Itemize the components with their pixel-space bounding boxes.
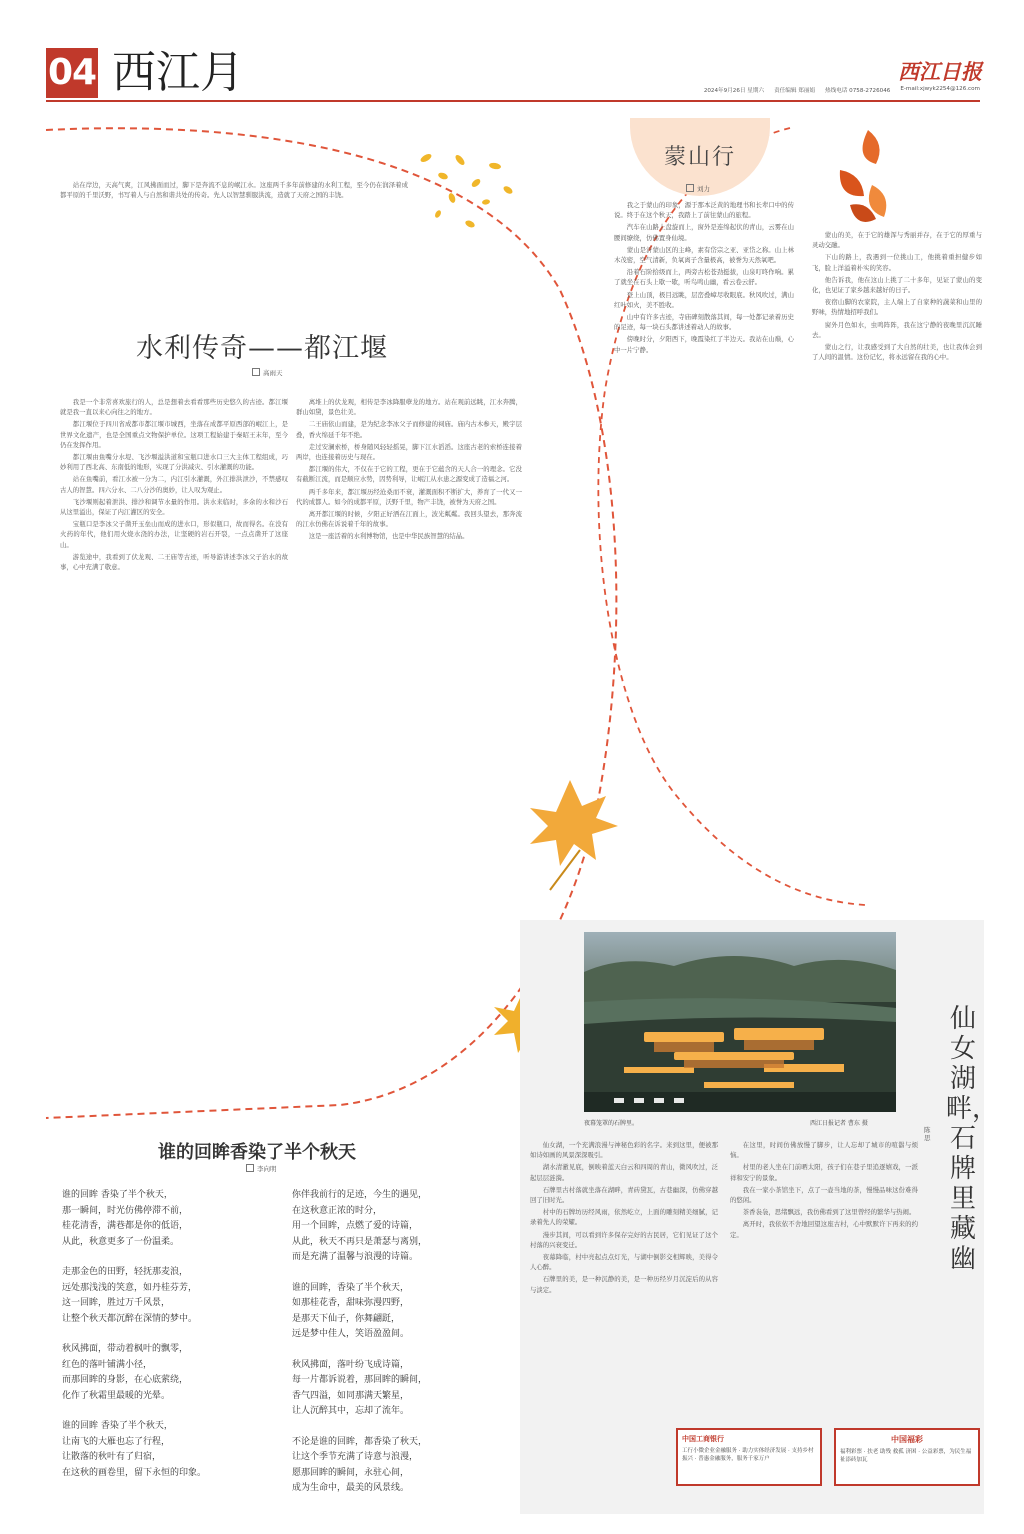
poem-line: 让人沉醉其中，忘却了流年。 bbox=[292, 1406, 410, 1416]
poem-line: 让这个季节充满了诗意与浪漫， bbox=[292, 1452, 419, 1462]
mengshan-body-col1 bbox=[614, 200, 794, 357]
poem-line: 不论是谁的回眸，都香染了秋天， bbox=[292, 1436, 428, 1447]
poem-line: 秋风拂面，带动着枫叶的飘零， bbox=[62, 1344, 189, 1354]
poem-line: 每一片都诉说着，那回眸的瞬间， bbox=[292, 1375, 428, 1385]
poem-line: 从此，秋意更多了一份温柔。 bbox=[62, 1236, 180, 1247]
ad-lottery[interactable] bbox=[834, 1428, 980, 1486]
paragraph: 湖水清澈见底，倒映着蓝天白云和四周的青山，微风吹过，泛起层层涟漪。 bbox=[530, 1163, 718, 1182]
fairy-body-col1 bbox=[530, 1140, 718, 1297]
ad-lottery-text: 福利彩票 · 扶老 助残 救孤 济困 · 公益彩票，为民生福祉添砖加瓦 bbox=[840, 1449, 972, 1463]
paragraph: 窗外月色如水，虫鸣阵阵，我在这宁静的夜晚里沉沉睡去。 bbox=[812, 320, 982, 339]
poem-line bbox=[62, 1404, 286, 1419]
poem-line: 而是充满了温馨与浪漫的诗篇。 bbox=[292, 1252, 419, 1262]
poem-line: 秋风拂面，落叶纷飞成诗篇， bbox=[292, 1359, 410, 1370]
poem-line: 让散落的秋叶有了归宿， bbox=[62, 1452, 162, 1462]
fairy-photo-caption-left: 夜幕笼罩的石牌里。 bbox=[584, 1120, 639, 1127]
fairy-photo bbox=[584, 932, 896, 1112]
ad-icbc-title: 中国工商银行 bbox=[682, 1435, 724, 1443]
poem-line bbox=[292, 1266, 518, 1281]
meta-editor: 责任编辑 郑丽娟 bbox=[774, 88, 816, 94]
paragraph: 登上山顶，极目远眺，层峦叠嶂尽收眼底。秋风吹过，满山红叶如火，美不胜收。 bbox=[614, 290, 794, 309]
paragraph: 汽车在山路上盘旋而上，窗外是连绵起伏的青山，云雾在山腰间缭绕，仿佛置身仙境。 bbox=[614, 223, 794, 242]
poem-byline: 李向明 bbox=[246, 1164, 277, 1173]
paragraph: 离开都江堰的时候，夕阳正好洒在江面上，波光粼粼。我回头望去，那奔流的江水仿佛在诉说着千年的故事。 bbox=[296, 510, 522, 529]
paragraph: 他告诉我，他在这山上挑了二十多年，见证了蒙山的变化，也见证了家乡越来越好的日子。 bbox=[812, 275, 982, 295]
mengshan-headline: 蒙山行 bbox=[663, 145, 736, 170]
paragraph: 离堆上的伏龙观，相传是李冰降服孽龙的地方。站在观前远眺，江水奔腾，群山如黛，景色壮美。 bbox=[296, 398, 522, 417]
poem-line: 你伴我前行的足迹，今生的遇见， bbox=[292, 1190, 428, 1200]
poem-line: 那一瞬间，时光仿佛停滞不前， bbox=[62, 1205, 189, 1216]
paragraph: 都江堰位于四川省成都市都江堰市城西，坐落在成都平原西部的岷江上，是世界文化遗产，也是全国重点文物保护单位。这项工程始建于秦昭王末年，至今仍在发挥作用。 bbox=[60, 420, 288, 449]
paragraph: 山中有许多古迹，寺庙碑刻散落其间，每一处都记录着历史的足迹，每一块石头都讲述着动人的故事。 bbox=[614, 313, 794, 332]
dujiang-body-col1 bbox=[60, 397, 288, 574]
dujiang-body-col2 bbox=[296, 397, 522, 544]
fairy-title-line1: 仙女湖畔， bbox=[946, 1004, 999, 1124]
fairy-byline: 陈思 bbox=[924, 1126, 931, 1142]
page-number-badge: 04 bbox=[46, 48, 98, 98]
paragraph: 沿着石阶拾级而上，两旁古松苍劲挺拔，山泉叮咚作响。累了就坐在石头上歇一歇，听鸟鸣山幽，看云卷云舒。 bbox=[614, 268, 794, 287]
poem-line: 桂花清香，满巷都是你的低语， bbox=[62, 1221, 189, 1231]
poem-headline: 谁的回眸香染了半个秋天 bbox=[158, 1142, 356, 1163]
paragraph: 飞沙堰则起着泄洪、排沙和调节水量的作用。洪水来临时，多余的水和沙石从这里溢出，保证了内江灌区的安全。 bbox=[60, 497, 288, 517]
paragraph: 我是一个非常喜欢旅行的人，总是想着去看看那些历史悠久的古迹。都江堰就是我一直以来心向往之的地方。 bbox=[60, 398, 288, 417]
poem-line: 远处那浅浅的笑意，如丹桂芬芳， bbox=[62, 1282, 198, 1293]
paragraph: 夜幕降临，村中亮起点点灯光，与湖中倒影交相辉映，美得令人心醉。 bbox=[530, 1253, 718, 1272]
paragraph: 游览途中，我看到了伏龙观、二王庙等古迹，听导游讲述李冰父子治水的故事，心中充满了敬意。 bbox=[60, 552, 288, 572]
poem-line: 用一个回眸，点燃了爱的诗篇， bbox=[292, 1221, 419, 1231]
poem-line bbox=[292, 1420, 518, 1435]
fairy-title-line2: 石牌里藏幽 bbox=[949, 1124, 976, 1274]
poem-line bbox=[62, 1327, 286, 1342]
poem-line: 是那天下仙子，你舞翩跹， bbox=[292, 1313, 401, 1324]
paragraph: 蒙山是沂蒙山区的主峰，素有岱宗之亚、亚岱之称。山上林木茂密，空气清新，负氧离子含量极高，被誉为天然氧吧。 bbox=[614, 245, 794, 265]
paragraph: 走过安澜索桥，桥身随风轻轻摇晃，脚下江水滔滔。这座古老的索桥连接着两岸，也连接着历史与现在。 bbox=[296, 442, 522, 462]
ad-lottery-title: 中国福彩 bbox=[891, 1435, 923, 1444]
paragraph: 在这里，时间仿佛放慢了脚步，让人忘却了城市的喧嚣与烦恼。 bbox=[730, 1141, 918, 1160]
paragraph: 这是一座活着的水利博物馆，也是中华民族智慧的结晶。 bbox=[308, 532, 469, 541]
dujiang-byline: 高雨天 bbox=[252, 368, 283, 377]
poem-line: 走那金色的田野，轻抚那麦浪， bbox=[62, 1267, 189, 1277]
paragraph: 站在鱼嘴前，看江水被一分为二，内江引水灌溉，外江排洪泄沙，不禁感叹古人的智慧。四六分水、二八分沙的奥妙，让人叹为观止。 bbox=[60, 475, 288, 494]
poem-line: 谁的回眸，香染了半个秋天， bbox=[292, 1282, 410, 1293]
paragraph: 宝瓶口是李冰父子凿开玉垒山而成的进水口，形似瓶口，故而得名。在没有火药的年代，他们用火烧水浇的办法，让坚硬的岩石开裂，一点点凿开了这座山。 bbox=[60, 520, 288, 549]
paragraph: 两千多年来，都江堰历经沧桑而不衰，灌溉面积不断扩大，养育了一代又一代的成都人。如今的成都平原，沃野千里，物产丰饶，被誉为天府之国。 bbox=[296, 487, 522, 506]
ad-icbc-text: 工行小微企业金融服务 · 助力实体经济发展 · 支持乡村振兴 · 普惠金融服务，服务千家万户 bbox=[682, 1448, 814, 1462]
masthead-logo: 西江日报 bbox=[898, 59, 982, 84]
paragraph: 离开时，我依依不舍地回望这座古村，心中默默许下再来的约定。 bbox=[730, 1220, 918, 1239]
leaf-cluster-top bbox=[419, 152, 514, 228]
paragraph: 夜宿山脚的农家院，主人端上了自家种的蔬菜和山里的野味，热情地招呼我们。 bbox=[812, 298, 982, 317]
paragraph: 石牌里的美，是一种沉静的美，是一种历经岁月沉淀后的从容与淡定。 bbox=[530, 1275, 718, 1294]
poem-line: 红色的落叶铺满小径， bbox=[62, 1359, 153, 1370]
paragraph: 村里的老人坐在门前晒太阳，孩子们在巷子里追逐嬉戏，一派祥和安宁的景象。 bbox=[730, 1163, 918, 1182]
poem-line: 从此，秋天不再只是萧瑟与离别， bbox=[292, 1236, 428, 1247]
paragraph: 漫步其间，可以看到许多保存完好的古民居，它们见证了这个村落的兴衰变迁。 bbox=[530, 1230, 718, 1249]
dujiang-intro: 站在岸边，天高气爽，江风拂面而过，脚下是奔流不息的岷江水。这座两千多年前修建的水利工程，至今仍在润泽着成都平原的千里沃野，书写着人与自然和谐共处的传奇。先人以智慧驯服洪流，造就了天府之国的丰饶。 bbox=[60, 181, 408, 200]
fairy-body-col2 bbox=[730, 1140, 918, 1242]
poem-line: 谁的回眸 香染了半个秋天， bbox=[62, 1421, 173, 1431]
meta-date: 2024年9月26日 星期六 bbox=[703, 88, 765, 94]
paragraph: 我在一家小茶馆坐下，点了一壶当地的茶，慢慢品味这份难得的悠闲。 bbox=[730, 1185, 918, 1205]
ad-icbc[interactable] bbox=[676, 1428, 822, 1486]
poem-line: 化作了秋霜里最暖的光晕。 bbox=[62, 1390, 171, 1401]
paragraph: 仙女湖，一个充满浪漫与神秘色彩的名字。来到这里，便被那如诗如画的风景深深吸引。 bbox=[530, 1141, 718, 1160]
autumn-leaves-right bbox=[840, 130, 886, 222]
paragraph: 村中的石牌坊历经风雨，依然屹立，上面的雕刻精美细腻，记录着先人的荣耀。 bbox=[530, 1208, 718, 1227]
fairy-headline-vertical bbox=[946, 1004, 999, 1274]
fairy-photo-caption-right: 西江日报记者 曹东 摄 bbox=[810, 1120, 868, 1127]
poem-line: 成为生命中，最美的风景线。 bbox=[292, 1483, 410, 1493]
meta-phone: 热线电话 0758-2726046 bbox=[825, 88, 891, 94]
poem-line: 香气四溢，如同那满天繁星， bbox=[292, 1390, 410, 1401]
poem-line bbox=[62, 1250, 286, 1265]
dujiang-headline: 水利传奇——都江堰 bbox=[136, 333, 388, 364]
poem-line: 如那桂花香，甜味弥漫四野， bbox=[292, 1298, 410, 1308]
poem-line: 远是梦中佳人，笑语盈盈间。 bbox=[292, 1329, 410, 1339]
paragraph: 蒙山的美，在于它的雄浑与秀丽并存，在于它的厚重与灵动交融。 bbox=[812, 231, 982, 250]
paragraph: 都江堰的伟大，不仅在于它的工程，更在于它蕴含的天人合一的理念。它没有截断江流，而是顺应水势，因势利导，让岷江从水患之源变成了造福之河。 bbox=[296, 465, 522, 484]
mengshan-byline: 刘力 bbox=[686, 184, 710, 193]
poem-line: 让南飞的大雁也忘了行程， bbox=[62, 1436, 171, 1447]
poem-line: 在这秋意正浓的时分， bbox=[292, 1205, 383, 1216]
paragraph: 下山的路上，我遇到一位挑山工，他挑着重担健步如飞，脸上洋溢着朴实的笑容。 bbox=[812, 253, 982, 272]
paragraph: 蒙山之行，让我感受到了大自然的壮美，也让我体会到了人间的温情。这份记忆，将永远留在我的心中。 bbox=[812, 343, 982, 362]
paragraph: 我之于蒙山的印象，源于那本泛黄的地理书和长辈口中的传说。终于在这个秋天，我踏上了前往蒙山的旅程。 bbox=[614, 201, 794, 220]
meta-email: E-mail:xjwyk2254@126.com bbox=[900, 86, 980, 92]
photo-village-night bbox=[584, 932, 896, 1112]
poem-line: 让整个秋天都沉醉在深情的梦中。 bbox=[62, 1313, 198, 1324]
paragraph: 二王庙依山而建，是为纪念李冰父子而修建的祠庙。庙内古木参天，殿宇层叠，香火绵延千年不绝。 bbox=[296, 420, 522, 439]
poem-line: 在这秋的画卷里，留下永恒的印象。 bbox=[62, 1467, 207, 1478]
poem-line: 而那回眸的身影，在心底萦绕， bbox=[62, 1375, 189, 1385]
section-title: 西江月 bbox=[112, 47, 244, 98]
paragraph: 都江堰由鱼嘴分水堤、飞沙堰溢洪道和宝瓶口进水口三大主体工程组成，巧妙利用了西北高、东南低的地形，实现了分洪减灾、引水灌溉的功能。 bbox=[60, 453, 288, 472]
poem-col2 bbox=[292, 1188, 518, 1497]
poem-line: 愿那回眸的瞬间，永驻心间， bbox=[292, 1467, 410, 1478]
poem-col1 bbox=[62, 1188, 286, 1481]
poem-line: 谁的回眸 香染了半个秋天， bbox=[62, 1190, 173, 1200]
maple-leaf-mid bbox=[530, 780, 618, 890]
paragraph: 茶香袅袅，思绪飘远，我仿佛看到了这里曾经的繁华与热闹。 bbox=[742, 1208, 916, 1217]
poem-line: 这一回眸，胜过万千风景， bbox=[62, 1298, 171, 1308]
mengshan-body-col2 bbox=[812, 230, 982, 364]
paragraph: 石牌里古村落就坐落在湖畔，青砖黛瓦，古巷幽深，仿佛穿越回了旧时光。 bbox=[530, 1185, 718, 1205]
paragraph: 傍晚时分，夕阳西下，晚霞染红了半边天。我站在山巅，心中一片宁静。 bbox=[614, 335, 794, 354]
poem-line bbox=[292, 1343, 518, 1358]
